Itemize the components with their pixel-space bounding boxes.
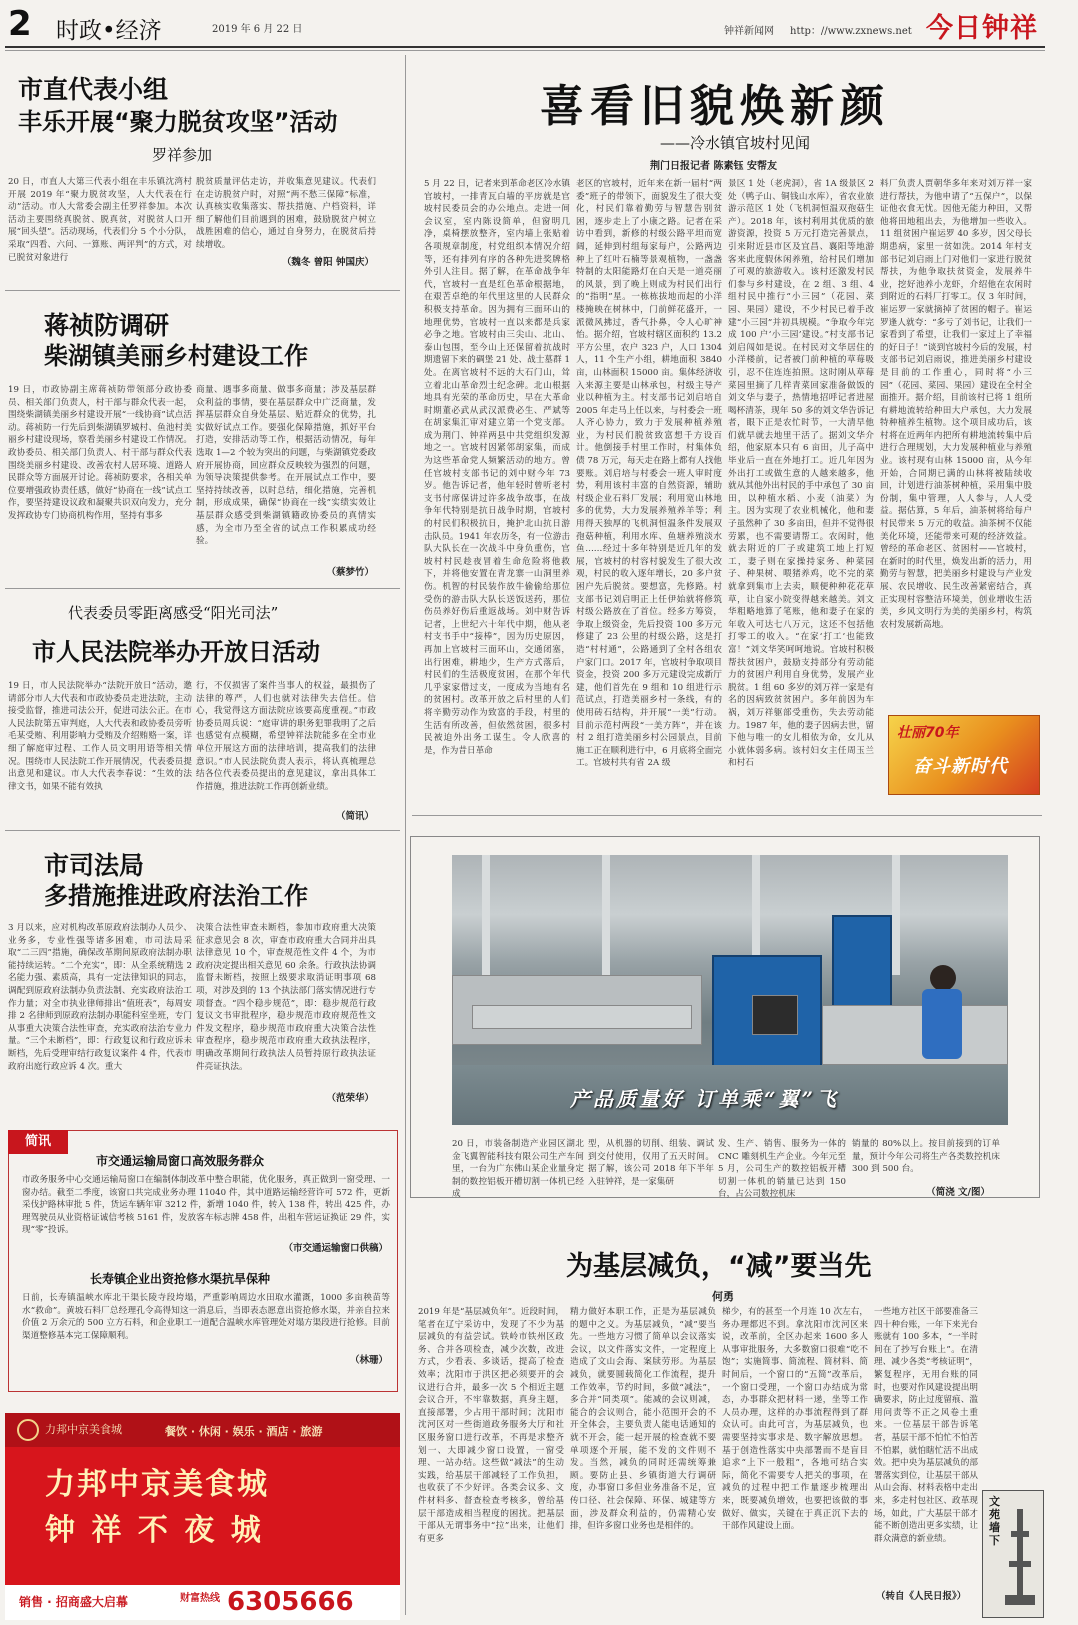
newspaper-logo: 今日钟祥 — [926, 13, 1038, 44]
ad-hotline-label: 财富热线 — [180, 1593, 220, 1604]
article4-body-col2: 决策合法性审查未断档，参加市政府重大决策征求意见会 8 次，审查市政府重大合同并出具法律意见 10 个，审查规范性文件 4 个，为市政府决定提出相关意见 60 余条。行政执法协调监督未断档，按照上级要求取消证明事项 68 项，对涉及到的 13 个执法部门落实情况进行专项督查。“四个稳步规范”，即：稳步规范行政复议文书审批程序，稳步规范市政府规范性文件发文程序，稳步规范市政府重大决策合法性审查程序，稳步规范市政府重大政执法程序，明确改革期间行政执法人员暂持原行政执法证件亮证执法。 — [196, 923, 376, 1072]
ad-tags: 餐饮 · 休闲 · 娱乐 · 酒店 · 旅游 — [165, 1425, 323, 1438]
site-name[interactable]: 钟祥新闻网 — [724, 26, 774, 37]
opinion-signature: （转自《人民日报》） — [876, 1591, 967, 1602]
feature-subtitle: ——冷水镇官坡村见闻 — [660, 134, 811, 152]
ad-company: 力邦中京美食城 — [45, 1423, 122, 1436]
article1-body-col1: 20 日，市直人大第三代表小组在丰乐镇沈湾村开展 2019 年“聚力脱贫攻坚，人大代表在行动”活动。市人大常委会副主任罗祥参加。本次活动主要围绕真脱贫、脱真贫，对脱贫人口开展“回头望”。活动现场，代表们分 5 个小分队，采取“四看、六问、一算账、两评判”的方式，对已脱贫对象进行 — [8, 177, 192, 263]
article3-kicker: 代表委员零距离感受“阳光司法” — [68, 604, 279, 622]
article2-body-col2: 商量、遇事多商量、做事多商量；涉及基层群众利益的事情，要在基层群众中广泛商量，发挥基层群众自身处基层、贴近群众的优势，扎实做好试点工作。要强化保障措施，抓好平台打造，安排活动等工作，根据活动情况，每年选取 1—2 个较为突出的问题，与柴湖镇党委政府开展协商，回应群众反映较为强烈的问题，为领导决策提供参考。在开展试点工作中，要坚持持续改善，以时总结，细化措施，完善机制，形成成果，确保“协商在一线”实绩实效让基层群众感受到柴湖镇籍政协委员的真情实感，为全市乃至全省的试点工作积累成功经验。 — [196, 385, 376, 547]
opinion-author: 何勇 — [712, 1290, 734, 1303]
feature-body-col2: 老区的官坡村，近年来在新一届村“两委”班子的带领下，面貌发生了很大变化，村民们靠着勤劳与智慧告别贫困，逐步走上了小康之路。记者在采访中看到，新修的村级公路平坦而宽阔，延伸到村组每家每户，公路两边种上了红叶石楠等景观植物，一盏盏特制的太阳能路灯在白天是一道亮丽的风景，到了晚上则成为村民们出行的“指明”星。一栋栋拔地而起的小洋楼掩映在树林中，门前鲜花盛开，一派微风拂过，香气扑鼻，令人心旷神怡。据介绍，官坡村辖区面积约 13.2 平方公里，农户 323 户，人口 1304 人，11 个生产小组，耕地面积 3840 亩，山林面积 15000 亩。集体经济收入来源主要是山林承包，村级主导产业以种植为主。村支部书记刘启培自 2005 年走马上任以来，与村委会一班人齐心协力，致力于发展种植养殖业，为村民们脱贫致富想千方设百计。他倒接手村里工作时，村集体负债 78 万元，每天走在路上都有人找他要账。刘启培与村委会一班人审时度势，利用该村丰富的自然资源，辅助村级企业石料厂发展；利用宽山林地多的优势，大力发展养殖养羊等；利用得天独厚的飞机洞恒温条件发展双孢菇种植，利用水库、鱼塘养殖淡水鱼……经过十多年特别是近几年的发展，官坡村的村容村貌发生了很大改观，村民的收入逐年增长，20 多户贫困户先后脱贫。要想富，先修路。村支部书记刘启明正上任伊始就将修筑村级公路放在了首位。经多方筹资，争取上级资金，先后投资 100 多万元修建了 23 公里的村级公路，这是打造“村村通”，公路通到了全村各组农户家门口。2017 年，官坡村争取项目资金，投资 200 多万元建设完成新厅建，他们首先在 9 组和 10 组进行示范试点，打造美丽乡村一条线，有的使用砖石结构，并开展“一美”行动。目前示范村两段“一美方阵”，并在该村 2 组打造美丽乡村公园景点，目前施工正在顺利进行中，6 月底将全面完工。官坡村共有省 2A 级 — [576, 179, 722, 769]
article1-title-line2: 丰乐开展“聚力脱贫攻坚”活动 — [18, 108, 338, 136]
page-number: 2 — [8, 4, 32, 44]
article3-body-col2: 行，不仅损害了案件当事人的权益，最损伤了法律的尊严，人们也就对法律失去信任。信心，我觉得这方面法院应该要高度重视。”市政协委员周兵说：“庭审讲的职务犯罪我明了之后也感觉有点模糊，希望钟祥法院能多在全市业单位开展这方面的法律培训，提高我们的法律意识。”市人民法院负责人表示，将认真梳理总结各位代表委员提出的意见建议，拿出具体工作措施，推进法院工作再创新业绩。 — [196, 681, 376, 792]
issue-date: 2019 年 6 月 22 日 — [212, 24, 303, 35]
opinion-body-col2: 精力做好本职工作，正是为基层减负的题中之义。为基层减负，“减”要当先。一些地方习惯了简单以会议落实会议，以文件落实文件，一定程度上造成了文山会海、案牍劳形。为基层减负，就要圆载简化工作流程，提升工作效率，节约时间，多做“减法”，多合并“同类项”。能减的会议则减，能合的会议则合，能小范围开会的不开全体会，主要负责人能电话通知的就不开会，能一起开展的检查就不要单项逐个开展，能不发的文件则不发。当然，减负的同时还需统筹兼顾。要防止县、乡镇街道大行调研度，办事窗口多但业务准备不足，宣传口径、社会保障、环保、城建等方面，涉及群众利益的，仍需精心安排，但许多窗口业务也是相伴的。 — [570, 1307, 716, 1532]
article1-subtitle: 罗祥参加 — [152, 146, 213, 164]
opinion-body-col1: 2019 年是“基层减负年”。近段时间，笔者在辽宁采访中，发现了不少为基层减负的有益尝试。铁岭市铁州区政务、合并各项检查，减少次数，改进方式，少看表、多谈话，提高了检查效率；沈阳市于洪区把必须要开的会议进行合并，最多一次 5 个相近主题会议合开，不牢靠数据，真身主题，直接部署，少占用干部时间；沈阳市沈河区对一些街道政务服务大厅和社区服务窗口进行改革，不再是求整齐划一、大即减少窗口设置，一窗受理、一站办结。这些做“减法”的生动实践，给基层干部减轻了工作负担，也收获了不少好评。各类会议多、文件材料多、督查检查考核多，曾给基层干部造成相当程度的困扰。把基层干部从无谓事务中“拉”出来，让他们有更多 — [418, 1307, 564, 1544]
opinion-body-col3: 梯少，有的甚至一个月连 10 次左右，务办理都迟不到。拿沈阳市沈河区来说，改革前，全区办起来 1600 多人从事审批服务，大多数窗口很难“吃不饱”；实施简事、简流程、简材料、简时间后，一个窗口的“五简”改革后，一个窗口受理，一个窗口办结成为常态，办事群众把材料一递，坐等工作人员办理，这样的办事流程得到了群众认可。由此可言，为基层减负，也需要坚持实事求是、数字解放思想。基于创造性落实中央部署而不是盲目追求“上下一般粗”，各地可结合实际，简化不需要专人把关的事项，在减负的过程中把工作量逐步梳理出来，既要减负增效，也要把该做的事做好、做实，关键在于真正沉下去的干部作风建设上面。 — [722, 1307, 868, 1532]
article2-title-line1: 蒋祯防调研 — [44, 311, 170, 340]
feature-body-col1: 5 月 22 日，记者来到革命老区冷水镇官坡村，一排青瓦白墙的平房就是官坡村民委员会的办公地点。走进一间会议室，室内陈设简单，但窗明几净，桌椅摆放整齐，室内墙上张贴着各项规章制度，村党组织本情况介绍等，还有排列有序的各种先进奖牌格外引人注目。据了解，在革命战争年代，官坡村一直是红色革命根据地，在艰苦卓绝的年代里这里的人民群众积极支持革命。因为拥有三面环山的地理优势，官坡村一直以来都是兵家必争之地。官坡村由三尖山、北山、泰山包围，至今山上还保留着抗战时期遗留下来的碉堡 21 处、战士墓群 1 处。在离官坡村不远的大石门山，耸立着北山革命烈士纪念碑。北山根据地具有光荣的革命历史，早在大革命时期董必武从武汉派费必生、严斌等在胡家集汇审对建立第一个党支部。成为荆门、钟祥两县中共党组织发源地之一。官坡村因紧邻胡家集，而成为这些革命党人频繁活动的地方。曾任官坡村支部书记的刘中财今年 73 岁。他告诉记者，他年轻时曾听老村支书付席保讲过许多战争故事，在战争年代特别是抗日战争时期，官坡村的村民们积极抗日，掩护北山抗日游击队员。1941 年农历冬，有一位游击队大队长在一次战斗中身负重伤，官坡村村民趁夜冒着生命危险将他救下，并将他安置在青龙寨一山洞里养伤。机智的村民装作放牛偷偷给那位受伤的游击队大队长送饭送药，那位伤员养好伤后重返战场。刘中财告诉记者，上世纪六十年代中期，他从老村支书手中“接棒”，因为历史原因，再加上官坡村三面环山，交通闭塞，出行困难，耕地少，生产方式落后，村民们的生活极度贫困，在那个年代几乎家家借过支，一度成为当地有名的贫困村。改革开放之后村里的人们将辛勤劳动作为致富的手段，村里的生活有所改善，但依然贫困，很多村民被迫外出务工谋生。令人欣喜的是，作为昔日革命 — [424, 179, 570, 756]
tower-icon — [1017, 1509, 1023, 1605]
article4-signature: （范荣华） — [326, 1093, 374, 1104]
factory-photo — [452, 855, 1008, 1125]
brief1-title: 市交通运输局窗口高效服务群众 — [96, 1154, 265, 1168]
brief2-signature: （林珊） — [349, 1355, 388, 1366]
briefs-tag: 简讯 — [8, 1130, 68, 1154]
section-name: 时政•经济 — [56, 18, 162, 44]
article3-signature: （简讯） — [335, 811, 374, 822]
feature-byline: 荆门日报记者 陈素钰 安帮友 — [650, 161, 777, 172]
feature-divider — [412, 815, 1042, 816]
header-rule — [5, 46, 1045, 48]
photo-text-col3: 发、生产、销售、服务为一体的 CNC 雕刻机生产企业。今年元至 5 月，公司生产的数控铝板开槽切割一体机的销量已达到 150 台，占公司数控机床 — [718, 1139, 846, 1200]
article-divider — [5, 588, 400, 589]
article4-title-line2: 多措施推进政府法治工作 — [44, 882, 308, 910]
feature-body-col3: 景区 1 处（老虎洞），省 1A 级景区 2 处（鸭子山、铜钱山水库），省农业旅游示范区 1 处（飞机洞恒温双孢菇生产）。2018 年，该村利用其优质的旅游资源，投资 5 万元打造完善景点，引来附近县市区及宜昌、襄阳等地游客来此度假休闲养殖，给村民们增加了可观的旅游收入。该村还激发村民们参与乡村建设，在 2 组、3 组、4 组村民中推行“小三园”（花园、菜园、果园）建设，不少村民已着手改建“小三园”并初具规模。“争取今年完成 100 户‘小三园’建设。”村支部书记刘启闯如是说。在村民对文华居住的小洋楼前，记者被门前种植的草莓吸引，忍不住连连拍照。这时刚从草莓菜园里摘了几样青菜回家准备做饭的刘文华与妻子，热情地招呼记者进屋喝杯清茶，现年 50 多的刘文华告诉记者，眼下正是农忙时节，一大清早他们就早就去地里干活了。据刘文华介绍，他家原本只有 6 亩田，儿子高中毕业后一直在外地打工。近几年因为外出打工或做生意的人越来越多，他就从其他外出村民的手中承包了 30 亩田，以种植水稻、小麦（油菜）为主。因为实现了农业机械化，他和妻子虽然种了 30 多亩田，但并不觉得很劳累，也不需要请帮工。农闲时，他就去附近的厂子或建筑工地上打短工，妻子则在家操持家务、种菜园子、种果树、喂猪养鸡，吃不完的菜就拿到集市上去卖，顺便种种花花草草，让自家小院变得越来越美。刘文华粗略地算了笔账，他和妻子在家的年收入可达七八万元，这还不包括他打零工的收入。“在家‘打工’也能致富！”刘文华笑呵呵地说。官坡村积极帮扶贫困户，鼓励支持部分有劳动能力的贫困户利用自身优势，发展产业脱贫。1 组 60 多岁的刘万祥一家是有名的因病致贫贫困户。多年前因为车祸，刘万祥躯部受重伤，失去劳动能力。1987 年，他的妻子因病去世，留下他与唯一的女儿相依为命，女儿从小就体弱多病。该村妇女主任周玉兰和村石 — [728, 179, 874, 769]
article2-title-line2: 柴湖镇美丽乡村建设工作 — [44, 342, 308, 370]
ad-sales: 销售 · 招商盛大启幕 — [19, 1595, 128, 1609]
article1-title-line1: 市直代表小组 — [18, 75, 169, 104]
brief1-signature: （市交通运输窗口供稿） — [283, 1243, 388, 1254]
column-logo-label: 文苑墙下 — [989, 1495, 1000, 1547]
article3-body-col1: 19 日，市人民法院举办“法院开放日”活动，邀请部分市人大代表和市政协委员走进法院，主动接受监督，推进司法公开，促进司法公正。在市人民法院第五审判庭，人大代表和政协委员旁听毛某受贿、利用影响力受贿及介绍贿赂一案，详细了解庭审过程、工作人员文明用语等相关情况。围绕市人民法院工作开展情况，代表委员提出意见和建议。市人大代表李春说：“生效的法律文书，如果不能有效执 — [8, 681, 192, 792]
photo-text-col4: 销量的 80%以上。按目前接到的订单量，预计今年公司将生产各类数控机床 300 到 500 台。 — [852, 1139, 1000, 1175]
feature-title: 喜看旧貌焕新颜 — [540, 81, 890, 132]
emblem-line2: 奋斗新时代 — [913, 756, 1008, 777]
ad-line2: 钟 祥 不 夜 城 — [45, 1513, 264, 1548]
column-divider — [405, 55, 406, 1615]
article2-body-col1: 19 日，市政协副主席蒋祯防带领部分政协委员、相关部门负责人，村干部与群众代表一起，围绕柴湖镇美丽乡村建设开展“一线协商”试点活动。蒋祯防一行先后到柴湖镇罗城村、鱼池村美丽乡村建设现场，察看美丽乡村建设工作情况。政协委员、相关部门负责人、村干部与群众代表围绕美丽乡村建设、改善农村人居环境、道路人民群众等方面展开讨论。蒋祯防要求，各相关单位要增强政协责任感，做好“协商在一线”试点工作，要坚持建设议政和凝聚共识双向发力，充分发挥政协专门协商机构作用，坚持有事多 — [8, 385, 192, 521]
article1-signature: （魏冬 曾阳 钟国庆） — [281, 257, 374, 268]
feature-body-col4: 料厂负责人贾朝华多年来对刘万祥一家进行帮扶，为他申请了“五保户”，以保证他衣食无忧。因他无能力种田，又帮他将田地租出去，为他增加一些收入。11 组贫困户崔运罗 40 多岁，因父母长期患病，家里一贫如洗。2014 年村支部书记刘启雨上门对他们一家进行脱贫帮扶，为他争取扶贫资金，发展养牛业，挖好池养小龙虾，介绍他在农闲时到附近的石料厂打零工。仅 3 年时间，崔运罗一家就摘掉了贫困的帽子。崔运罗逢人就夸：“多亏了刘书记，让我们一家看到了希望，让我们一家过上了幸福的好日子！”谈到官坡村今后的发展，村支部书记刘启雨说，推进美丽乡村建设是目前的工作重心，同时将“小三园”（花园、菜园、果园）建设在全村全面推开。据介绍，目前该村已将 1 组所有耕地流转给种田大户承包，大力发展特种植养生植物。这个项目成功后，该村将在近两年内把所有耕地流转集中后进行合理规划，大力发展种植业与养殖业。该村现有山林 15000 亩，从今年开始，合同期已满的山林将被陆续收回，计划进行油茶树种植，采用集中股份制，集中管理，人人参与，人人受益。据估算，5 年后，油茶树将给每户村民带来 5 万元的收益。油茶树不仅能美化环境，还能带来可观的经济效益。曾经的革命老区、贫困村——官坡村，在新时的时代里，焕发出新的活力，用勤劳与智慧，把美丽乡村建设与产业发展、农民增收、民生改善紧密结合，真正实现村容整洁环境美，创业增收生活美，乡风文明行为美的美丽乡村，构筑农村发展新高地。 — [880, 179, 1032, 630]
photo-caption: 产品质量好 订单乘“翼”飞 — [570, 1087, 839, 1111]
article2-signature: （蔡梦竹） — [326, 567, 374, 578]
article1-body-col2: 脱贫质量评估走访，并收集意见建议。代表们在走访脱贫户时，对照“两不愁三保障”标准，认真核实收集落实、帮扶措施、户档资料，详细了解他们目前遇到的困难，鼓励脱贫户树立战胜困难的信心，通过自身努力，在脱贫后持续增收。 — [196, 177, 376, 250]
article4-body-col1: 3 月以来，应对机构改革原政府法制办人员少、业务多，专业性强等诸多困难，市司法局采取“二三四”措施，确保改革期间原政府法制办职能持续运转。“二个充实”，即：从全系统精选 2 名能力强、素质高，具有一定法律知识的同志，调配到原政府法制办负责法制、充实政府法治工作力量；对全市执业律师排出“值班表”，每周安排 2 名律师到原政府法制办职能科室坐班，专门从事重大决策合法性审查，充实政府法治专业力量。“三个未断档”，即：行政复议和行政应诉未断档，先后受理审结行政复议案件 4 件，代表市政府出庭行政应诉 4 次。重大 — [8, 923, 192, 1072]
opinion-body-col4: 一些地方社区干部要准备三四十种台账，一年下来光台账就有 100 多本，“一半时间在了抄写台账上”。在清理、减少各类“考核证明”，繁复程序，无用台账的同时，也要对作风建设提出明确要求，防止过度留痕、滥用问责等不正之风卷土重来。一位基层干部告诉笔者，基层干部不怕忙不怕苦不怕累，就怕瞎忙活不出成效。把中央为基层减负的部署落实到位，让基层干部从从山会海、材料表格中走出来，多走村包社区、政革现场，如此，广大基层干部才能不断创造出更多实绩，让群众满意的新业绩。 — [874, 1307, 978, 1544]
emblem-line1: 壮丽70年 — [897, 725, 959, 741]
anniversary-emblem — [888, 715, 1040, 795]
article3-title: 市人民法院举办开放日活动 — [32, 638, 320, 666]
article-divider — [5, 830, 400, 831]
brief1-body: 市政务服务中心交通运输局窗口在编制体制改革中整合职能，优化服务，真正做到一窗受理、一窗办结。截至二季度，该窗口共完成业务办理 11040 件，其中道路运输经营许可 572 件，更新采伐护路林审批 5 件，货运车辆年审 3212 件，新增 1040 件，转入 138 件，转出 425 件，办理驾驶员从业资格证诚信考核 5161 件，发放客车标志牌 458 件，出租车营运证换证 29 件，实现“零”投诉。 — [22, 1175, 390, 1236]
advertisement[interactable] — [5, 1413, 400, 1620]
photo-text-col1: 20 日，市装备制造产业园区湖北金飞翼智能科技有限公司生产车间里，一台为广东佛山某企业量身定制的数控铝板开槽切割一体机已经成 — [452, 1139, 584, 1200]
article-divider — [5, 290, 400, 291]
site-url[interactable]: http：//www.zxnews.net — [790, 26, 912, 37]
opinion-title: 为基层减负，“减”要当先 — [566, 1251, 872, 1282]
ad-phone[interactable]: 6305666 — [227, 1587, 354, 1617]
ad-line1: 力邦中京美食城 — [45, 1467, 269, 1502]
photo-text-col2: 型，从机器的切削、组装、调试到交付使用，仅用了五天时间。据了解，该公司 2018 年下半年入驻钟祥，是一家集研 — [588, 1139, 714, 1187]
brief2-body: 日前，长寿镇温峡水库北干渠长陵寺段垮塌，严重影响周边水田取水灌溉，1000 多亩秧苗等水“救命”。黄坡石料厂总经理孔令高得知这一消息后，当即表态愿意出资抢修水渠，并亲自拉来价值 2 万余元的 500 立方石料，和企业职工一道配合温峡水库管理处对塌方渠段进行抢修。目前渠道整修基本完工保障顺利。 — [22, 1293, 390, 1341]
header-rule-thin — [5, 50, 1045, 51]
column-logo-box — [982, 1490, 1044, 1618]
article4-title-line1: 市司法局 — [44, 851, 145, 880]
photo-signature: （简浇 文/图） — [926, 1187, 990, 1198]
ad-logo-icon — [17, 1419, 39, 1441]
brief2-title: 长寿镇企业出资抢修水渠抗旱保种 — [90, 1272, 271, 1286]
